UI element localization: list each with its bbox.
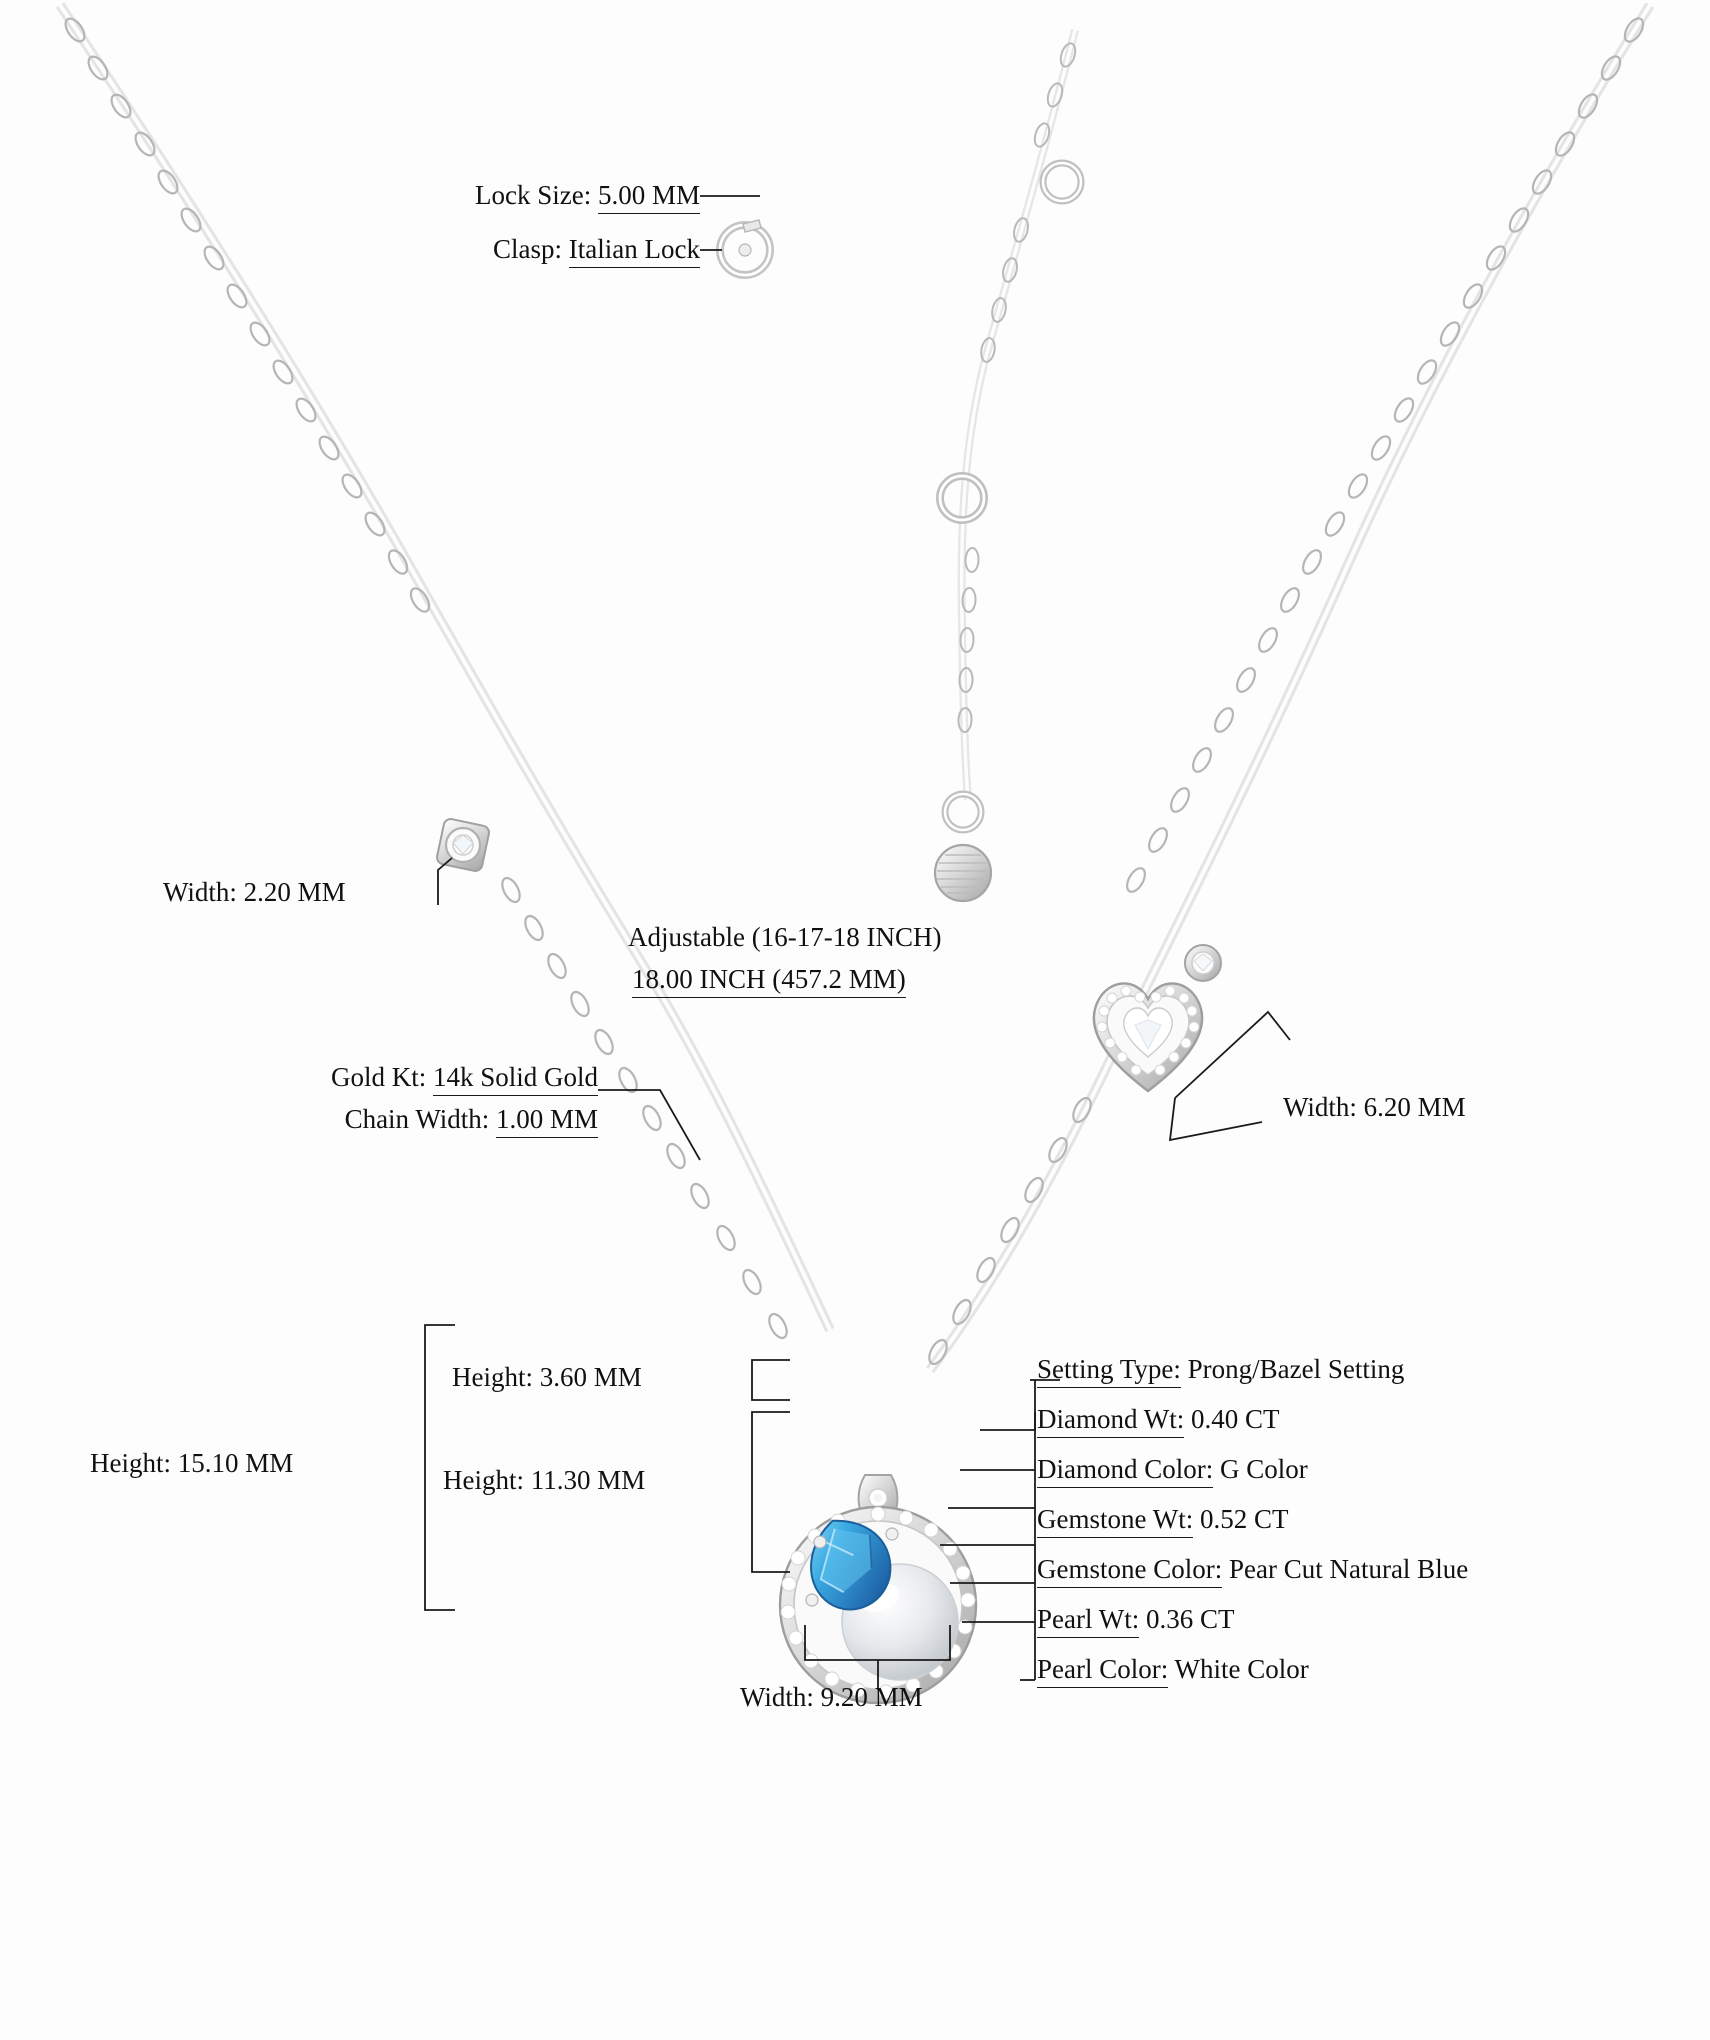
label-gold-kt-value: 14k Solid Gold [433,1060,598,1096]
label-pearl-wt-prefix: Pearl Wt: [1037,1602,1139,1638]
label-lock-size-value: 5.00 MM [598,178,700,214]
label-pendant-width: Width: 9.20 MM [740,1682,923,1712]
label-gold-kt [130,1060,598,1096]
label-diamond-wt [1037,1402,1280,1438]
label-pearl-color [1037,1652,1309,1688]
label-pearl-wt-value: 0.36 CT [1145,1604,1235,1634]
label-gemstone-wt-prefix: Gemstone Wt: [1037,1502,1193,1538]
label-gemstone-color [1037,1552,1468,1588]
label-gemstone-color-prefix: Gemstone Color: [1037,1552,1222,1588]
label-gemstone-wt-value: 0.52 CT [1199,1504,1289,1534]
label-diamond-color-value: G Color [1220,1454,1308,1484]
label-diamond-color-prefix: Diamond Color: [1037,1452,1213,1488]
label-setting-type [1037,1352,1404,1388]
label-total-height: Height: 15.10 MM [90,1448,294,1478]
label-lock-size [230,178,700,214]
label-pearl-wt [1037,1602,1235,1638]
label-diamond-color [1037,1452,1308,1488]
label-diamond-wt-prefix: Diamond Wt: [1037,1402,1184,1438]
label-clasp-value: Italian Lock [569,232,700,268]
label-chain-width-prefix: Chain Width: [344,1104,490,1134]
label-gemstone-wt [1037,1502,1289,1538]
label-clasp-prefix: Clasp: [493,234,563,264]
label-gemstone-color-value: Pear Cut Natural Blue [1228,1554,1469,1584]
label-chain-width [130,1102,598,1138]
label-gold-kt-prefix: Gold Kt: [330,1062,427,1092]
label-heart-width: Width: 6.20 MM [1283,1092,1466,1122]
label-pendant-height: Height: 11.30 MM [443,1465,646,1495]
label-adjustable: Adjustable (16-17-18 INCH) [628,922,942,952]
label-length: 18.00 INCH (457.2 MM) [632,962,906,998]
label-lock-size-prefix: Lock Size: [475,180,592,210]
label-clasp [230,232,700,268]
label-bezel-width: Width: 2.20 MM [163,877,346,907]
label-bail-height: Height: 3.60 MM [452,1362,642,1392]
label-diamond-wt-value: 0.40 CT [1190,1404,1280,1434]
label-pearl-color-value: White Color [1174,1654,1309,1684]
label-setting-type-value: Prong/Bazel Setting [1187,1354,1405,1384]
label-pearl-color-prefix: Pearl Color: [1037,1652,1168,1688]
label-chain-width-value: 1.00 MM [496,1102,598,1138]
label-setting-type-prefix: Setting Type: [1037,1352,1181,1388]
